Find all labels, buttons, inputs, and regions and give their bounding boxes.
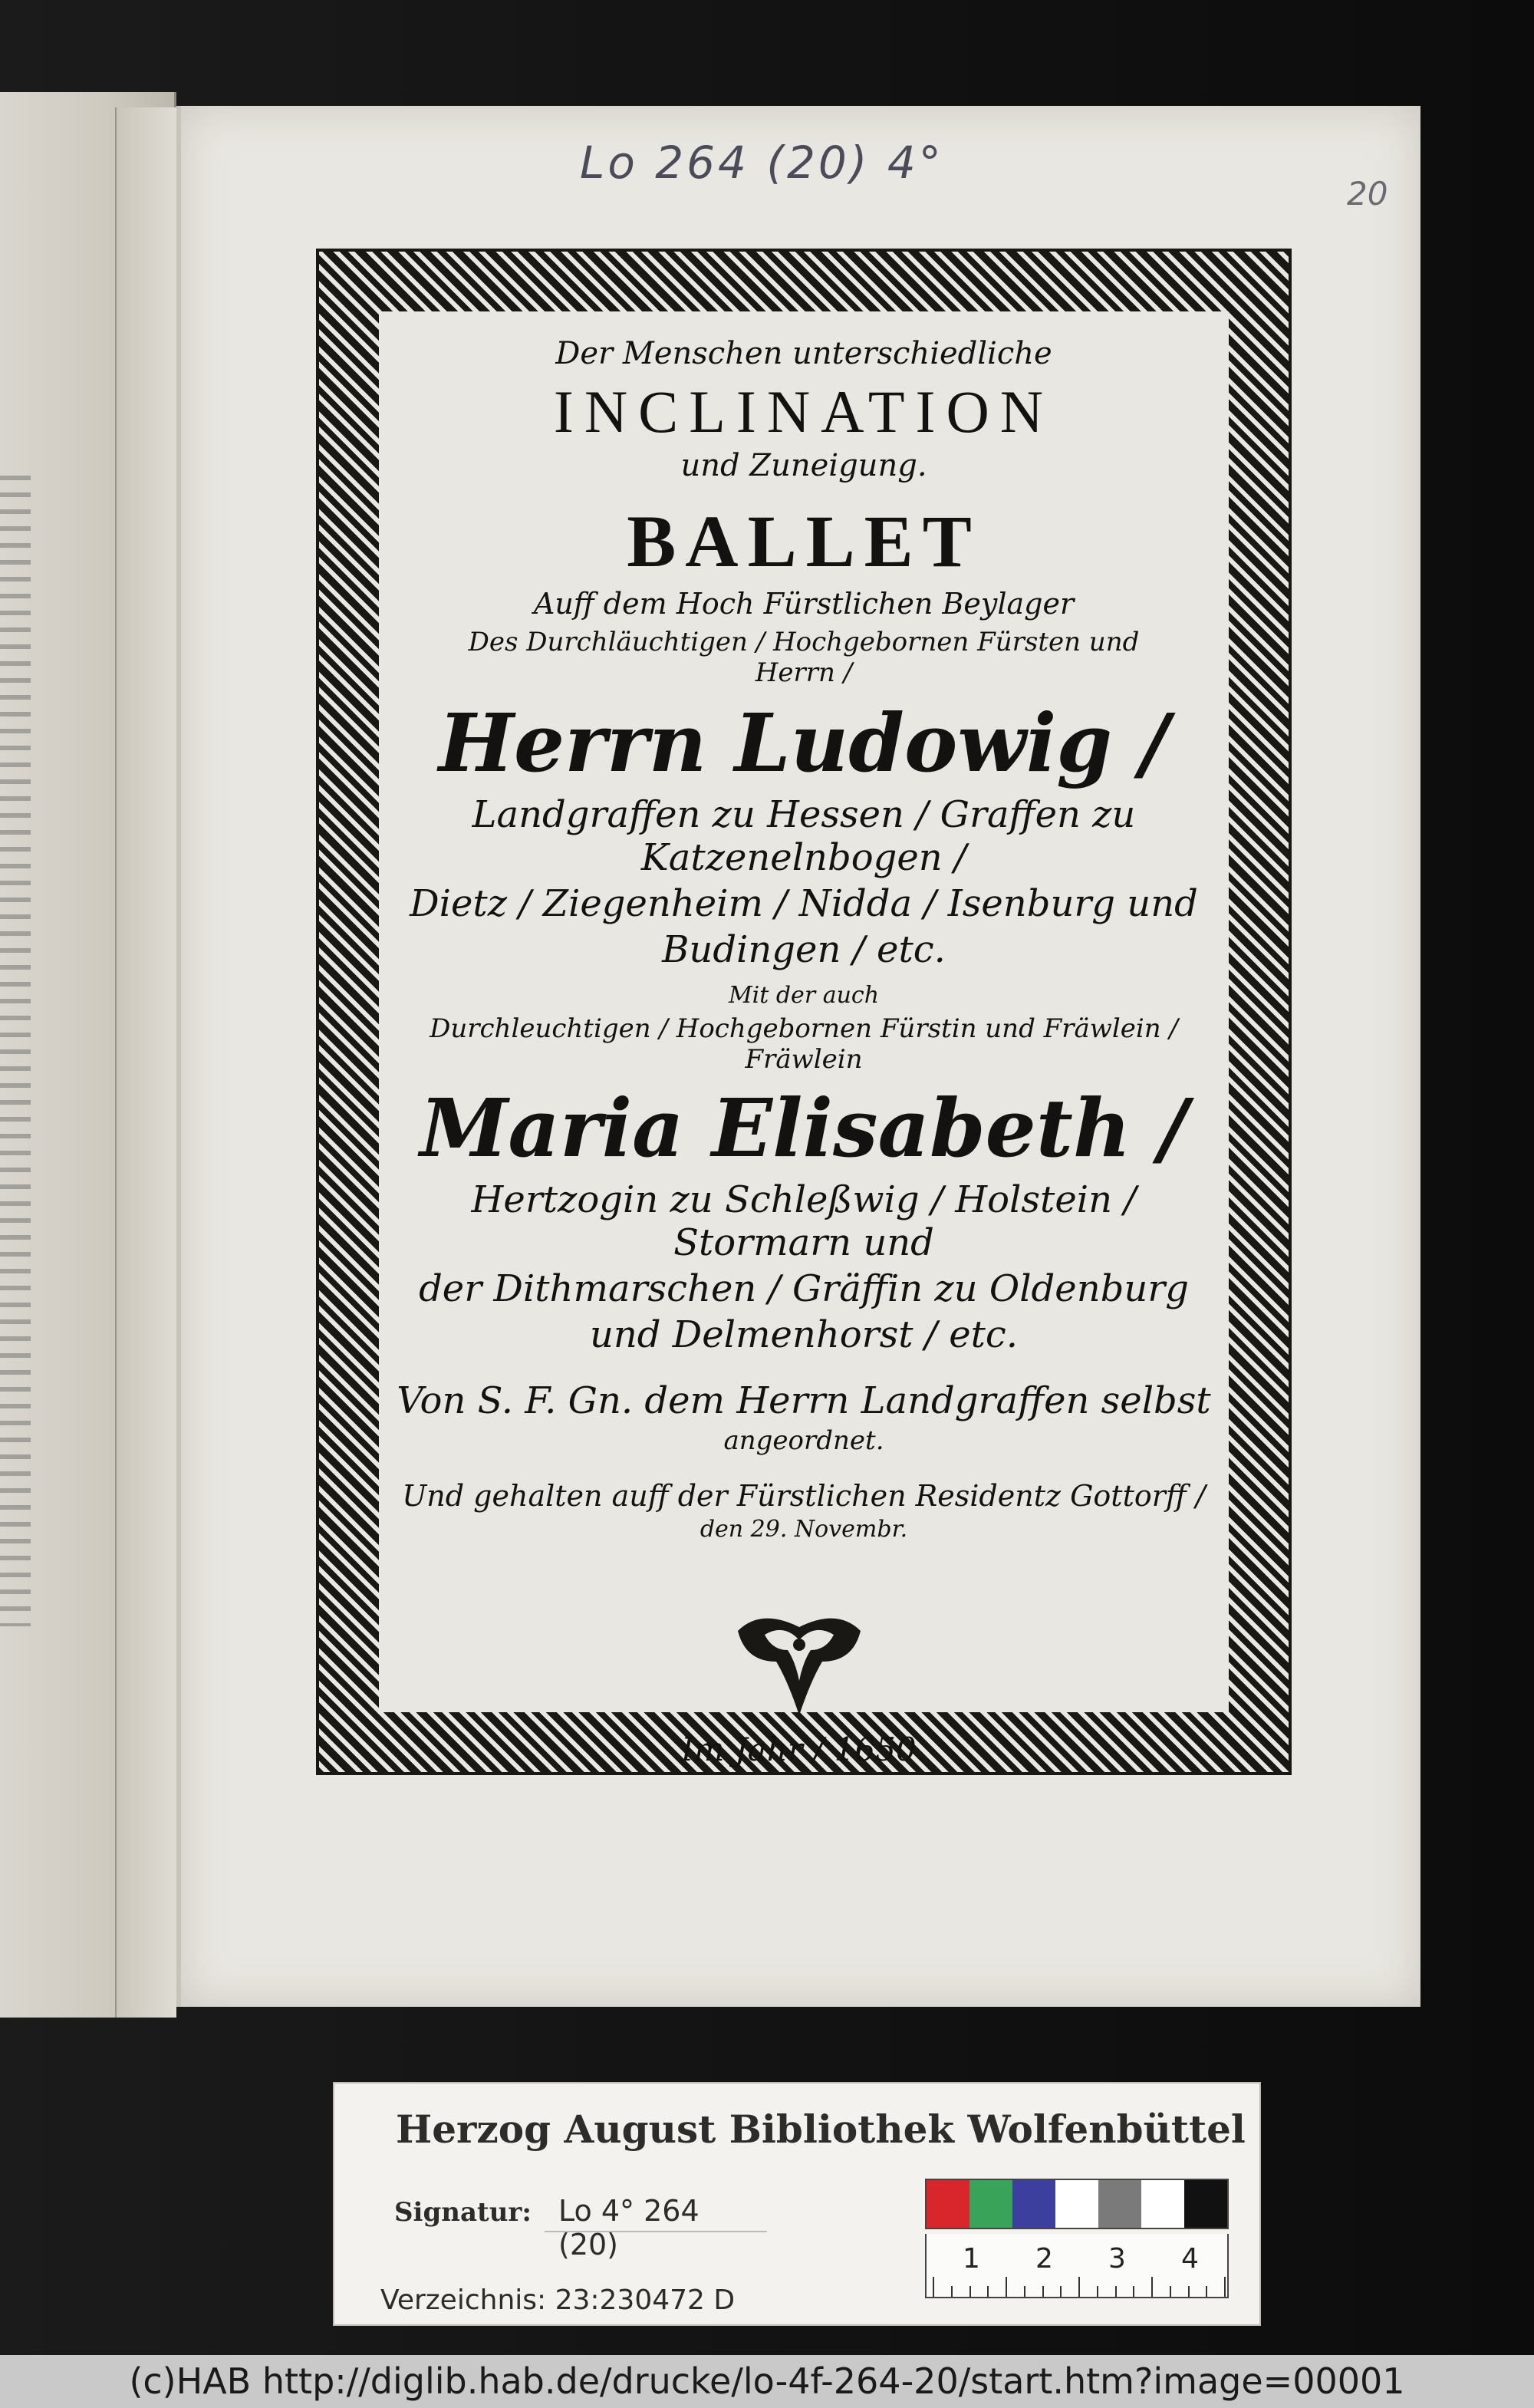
title-line: Der Menschen unterschiedliche — [555, 336, 1052, 371]
title-line: Hertzogin zu Schleßwig / Holstein / Stormarn und — [471, 1178, 1137, 1264]
ruler-number: 2 — [1035, 2243, 1053, 2275]
title-line: Fräwlein — [745, 1044, 863, 1075]
color-patch — [969, 2180, 1012, 2228]
ruler-tick — [1151, 2277, 1153, 2297]
title-line: Auff dem Hoch Fürstlichen Beylager — [533, 587, 1075, 621]
ruler-number: 4 — [1181, 2243, 1199, 2275]
title-line: Dietz / Ziegenheim / Nidda / Isenburg und — [410, 882, 1198, 925]
handwritten-shelfmark: Lo 264 (20) 4° — [580, 137, 944, 189]
label-signatur-key: Signatur: — [394, 2197, 532, 2228]
ruler-tick — [1224, 2277, 1226, 2297]
color-patch — [927, 2180, 969, 2228]
ruler-number: 1 — [963, 2243, 980, 2275]
ruler-tick — [933, 2277, 934, 2297]
color-patch — [1184, 2180, 1227, 2228]
color-patch — [1055, 2180, 1098, 2228]
title-line: Herrn / — [755, 657, 853, 688]
title-text-block — [382, 328, 1226, 1543]
scale-ruler — [925, 2234, 1229, 2298]
title-line: und Zuneigung. — [680, 448, 927, 483]
ruler-tick — [1188, 2286, 1190, 2297]
ruler-tick — [1006, 2277, 1007, 2297]
ruler-tick — [1170, 2286, 1171, 2297]
title-line: angeordnet. — [723, 1425, 884, 1456]
color-patch — [1098, 2180, 1141, 2228]
color-patch — [1141, 2180, 1184, 2228]
title-line: Des Durchläuchtigen / Hochgebornen Fürsten und — [468, 627, 1140, 657]
library-label — [333, 2082, 1261, 2326]
title-line: Landgraffen zu Hessen / Graffen zu Katzenelnbogen / — [472, 793, 1136, 879]
title-line: Durchleuchtigen / Hochgebornen Fürstin und Fräwlein / — [430, 1013, 1178, 1044]
title-line: Herrn Ludowig / — [438, 696, 1170, 790]
title-page — [176, 106, 1420, 2007]
title-line: INCLINATION — [553, 378, 1055, 445]
title-line: den 29. Novembr. — [700, 1516, 908, 1543]
title-line: Maria Elisabeth / — [420, 1081, 1188, 1175]
label-verzeichnis: Verzeichnis: 23:230472 D — [380, 2284, 736, 2316]
ruler-tick — [951, 2286, 953, 2297]
title-line: BALLET — [627, 500, 981, 582]
title-line: Budingen / etc. — [662, 928, 946, 971]
ornament-vignette-icon — [730, 1608, 868, 1723]
label-signatur-value: Lo 4° 264 (20) — [545, 2189, 767, 2232]
ruler-tick — [1097, 2286, 1098, 2297]
ruler-number: 3 — [1108, 2243, 1126, 2275]
ruler-tick — [1115, 2286, 1117, 2297]
title-line: der Dithmarschen / Gräffin zu Oldenburg — [419, 1267, 1189, 1310]
ruler-tick — [1024, 2286, 1025, 2297]
label-title: Herzog August Bibliothek Wolfenbüttel — [396, 2107, 1246, 2152]
ruler-tick — [1060, 2286, 1062, 2297]
ruler-tick — [1078, 2277, 1080, 2297]
copyright-footer: (c)HAB http://diglib.hab.de/drucke/lo-4f-264-20/start.htm?image=00001 — [0, 2355, 1534, 2408]
ruler-tick — [987, 2286, 989, 2297]
ruler-tick — [1133, 2286, 1134, 2297]
color-patch — [1012, 2180, 1055, 2228]
color-calibration-bar — [925, 2179, 1229, 2229]
title-line: und Delmenhorst / etc. — [589, 1313, 1019, 1356]
ruler-tick — [1042, 2286, 1044, 2297]
ruler-tick — [1206, 2286, 1207, 2297]
title-line: Und gehalten auff der Fürstlichen Residentz Gottorff / — [402, 1479, 1206, 1513]
previous-leaf-edge — [115, 107, 176, 2018]
ruler-tick — [969, 2286, 971, 2297]
title-line: Mit der auch — [728, 982, 880, 1009]
title-line: Von S. F. Gn. dem Herrn Landgraffen selbst — [397, 1379, 1211, 1422]
imprint-date: Im Jahr / 1650. — [681, 1731, 927, 1768]
handwritten-leaf-number: 20 — [1347, 175, 1388, 212]
